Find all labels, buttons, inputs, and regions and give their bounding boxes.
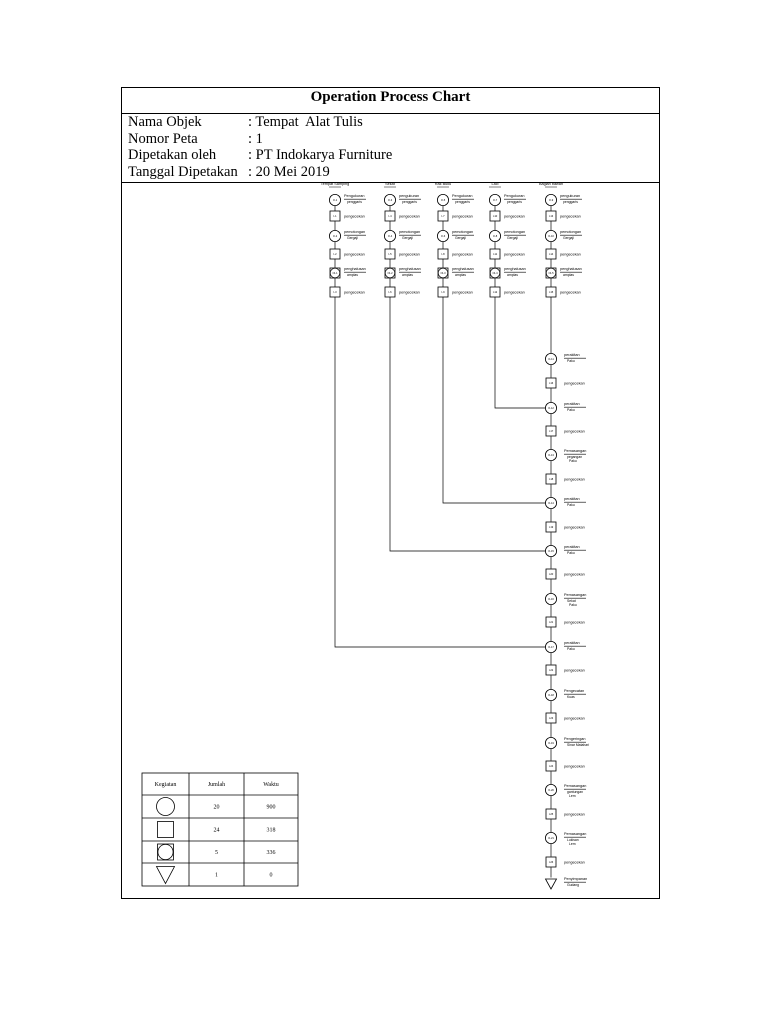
step-label-text: pengecekan — [560, 290, 581, 295]
step-label — [504, 252, 525, 256]
step-sub-text: penggaris — [347, 199, 362, 204]
step-label — [564, 545, 586, 555]
assembly-inspection — [546, 522, 556, 532]
assembly-operation — [545, 832, 556, 843]
step-label-text: pengecekan — [564, 764, 585, 769]
operation-step — [489, 230, 500, 241]
step-code: OI-1 — [332, 272, 338, 276]
step-label — [564, 784, 586, 798]
step-sub-text: penggaris — [563, 199, 578, 204]
step-code: I-8 — [441, 253, 445, 257]
step-sub-text: Gergaji — [507, 235, 518, 240]
inspection-step — [546, 211, 556, 221]
inspection-step — [438, 287, 448, 297]
assembly-operation — [545, 402, 556, 413]
summary-header: Jumlah — [207, 782, 226, 788]
step-code: O-5 — [440, 199, 446, 203]
assembly-inspection — [546, 378, 556, 388]
inspection-step — [490, 287, 500, 297]
step-sub2-text: Paku — [569, 458, 577, 463]
step-code: O-4 — [387, 235, 393, 239]
step-label-text: pengecekan — [560, 252, 581, 257]
step-sub2-text: Paku — [569, 602, 577, 607]
step-label — [344, 267, 366, 277]
step-label-text: perakitan — [564, 402, 580, 407]
step-label-text: penghalusan — [504, 267, 526, 272]
step-label-text: penghalusan — [560, 267, 582, 272]
step-sub-text: Gergaji — [347, 235, 358, 240]
assembly-operation — [545, 641, 556, 652]
step-label — [399, 290, 420, 294]
step-label — [452, 252, 473, 256]
step-sub-text: amplas — [347, 272, 358, 277]
step-label — [564, 497, 586, 507]
step-label-text: pemotongan — [452, 230, 474, 235]
step-code: I-21 — [548, 621, 554, 625]
step-label-text: pengecekan — [504, 252, 525, 257]
assembly-operation — [545, 449, 556, 460]
column-name: Laci — [491, 182, 499, 186]
label-tanggal-dipetakan: Tanggal Dipetakan — [128, 163, 238, 180]
assembly-inspection — [546, 665, 556, 675]
step-code: I-14 — [548, 253, 554, 257]
label-dipetakan-oleh: Dipetakan oleh — [128, 147, 217, 163]
inspection-step — [490, 211, 500, 221]
step-code: I-17 — [548, 430, 554, 434]
step-label — [564, 572, 585, 576]
step-sub-text: penggaris — [507, 199, 522, 204]
step-label-text: Pemasangan — [564, 832, 587, 837]
step-code: O-13 — [548, 454, 554, 458]
step-code: O-17 — [548, 646, 554, 650]
step-code: I-5 — [388, 253, 392, 257]
step-label-text: pengecekan — [560, 214, 581, 219]
step-label-text: penghalusan — [344, 267, 366, 272]
step-label-text: perakitan — [564, 497, 580, 502]
assembly-operation — [545, 784, 556, 795]
operation-step — [329, 194, 340, 205]
assembly-inspection — [546, 426, 556, 436]
combined-step — [438, 268, 448, 278]
step-code: O-15 — [548, 550, 554, 554]
step-label — [564, 641, 586, 651]
step-label-text: pengukuran — [399, 194, 420, 199]
step-label-text: pengecekan — [344, 290, 365, 295]
step-label-text: Pengukuran — [344, 194, 365, 199]
step-code: I-19 — [548, 526, 554, 530]
step-label-text: pengecekan — [564, 572, 585, 577]
summary-jumlah: 1 — [215, 872, 218, 879]
storage-triangle — [546, 879, 557, 889]
operation-step — [329, 230, 340, 241]
step-label-text: Pengukuran — [452, 194, 473, 199]
step-label-text: pengecekan — [399, 214, 420, 219]
step-sub-text: penggaris — [455, 199, 470, 204]
step-code: I-2 — [333, 253, 337, 257]
assembly-inspection — [546, 761, 556, 771]
join-line — [390, 297, 545, 551]
step-label-text: Pemasangan — [564, 449, 587, 454]
step-label-text: pemotongan — [399, 230, 421, 235]
step-code: OI-4 — [492, 272, 498, 276]
step-code: O-20 — [548, 789, 554, 793]
step-label-text: pengecekan — [564, 381, 585, 386]
step-label-text: pemotongan — [504, 230, 526, 235]
step-code: I-20 — [548, 573, 554, 577]
step-code: I-3 — [333, 291, 337, 295]
step-label — [399, 252, 420, 256]
step-code: I-11 — [492, 253, 498, 257]
step-label-text: penghalusan — [452, 267, 474, 272]
step-sub-text: amplas — [507, 272, 518, 277]
step-label — [564, 689, 586, 699]
step-label — [564, 429, 585, 433]
step-label-text: pengecekan — [452, 290, 473, 295]
step-label-text: Pemasangan — [564, 593, 587, 598]
inspection-step — [385, 249, 395, 259]
step-label-text: Pengecatan — [564, 689, 585, 694]
step-code: I-13 — [548, 215, 554, 219]
step-label — [560, 194, 582, 204]
inspection-step — [546, 249, 556, 259]
storage-step — [546, 879, 557, 889]
step-label-text: pengukuran — [560, 194, 581, 199]
step-label-text: pengecekan — [564, 668, 585, 673]
step-label — [560, 230, 582, 240]
inspection-step — [385, 211, 395, 221]
step-label-text: pengecekan — [344, 252, 365, 257]
step-label — [564, 449, 586, 463]
step-code: I-12 — [492, 291, 498, 295]
inspection-step — [330, 249, 340, 259]
step-sub2-text: Lem — [569, 841, 576, 846]
step-label — [564, 812, 585, 816]
step-label-text: pemotongan — [560, 230, 582, 235]
step-sub-text: Gergaji — [402, 235, 413, 240]
step-code: I-24 — [548, 765, 554, 769]
label-nomor-peta: Nomor Peta — [128, 130, 198, 147]
step-label — [504, 214, 525, 218]
step-label — [452, 267, 474, 277]
assembly-operation — [545, 497, 556, 508]
step-label-text: pengecekan — [564, 525, 585, 530]
step-sub-text: Paku — [567, 502, 575, 507]
step-code: O-11 — [548, 358, 554, 362]
step-label-text: Pengeringan — [564, 737, 586, 742]
step-label — [560, 267, 582, 277]
step-code: I-7 — [441, 215, 445, 219]
step-label — [564, 737, 589, 747]
step-label-text: perakitan — [564, 353, 580, 358]
operation-step — [384, 194, 395, 205]
operation-step — [384, 230, 395, 241]
step-label-text: pengecekan — [399, 290, 420, 295]
step-label — [452, 290, 473, 294]
assembly-operation — [545, 353, 556, 364]
combined-step — [330, 268, 340, 278]
step-label — [344, 290, 365, 294]
step-label — [564, 877, 587, 887]
step-label — [564, 381, 585, 385]
step-code: O-9 — [548, 199, 554, 203]
step-sub-text: Gergaji — [563, 235, 574, 240]
step-label-text: pengecekan — [452, 214, 473, 219]
step-label-text: Pemasangan — [564, 784, 587, 789]
step-label — [399, 230, 421, 240]
step-label — [504, 290, 525, 294]
step-label — [452, 230, 474, 240]
inspection-step — [546, 287, 556, 297]
step-label-text: pemotongan — [344, 230, 366, 235]
summary-waktu: 336 — [266, 850, 276, 856]
summary-waktu: 0 — [269, 872, 273, 879]
step-label-text: pengecekan — [399, 252, 420, 257]
assembly-inspection — [546, 474, 556, 484]
step-sub-text: Sekat — [567, 598, 576, 603]
step-label-text: pengecekan — [564, 812, 585, 817]
step-label — [564, 832, 586, 846]
summary-jumlah: 24 — [213, 827, 220, 834]
step-label — [399, 214, 420, 218]
step-code: O-16 — [548, 598, 554, 602]
step-label-text: pengecekan — [564, 477, 585, 482]
step-sub-text: pegangan — [567, 454, 583, 459]
step-code: I-16 — [548, 382, 554, 386]
step-label-text: pengecekan — [564, 716, 585, 721]
inspection-step — [330, 211, 340, 221]
step-code: O-1 — [332, 199, 338, 203]
assembly-inspection — [546, 617, 556, 627]
step-code: OI-2 — [387, 272, 393, 276]
summary-header: Waktu — [263, 782, 279, 788]
value-nama-objek: : Tempat Alat Tulis — [248, 114, 363, 130]
step-sub-text: Paku — [567, 646, 575, 651]
step-sub-text: penggaris — [402, 199, 417, 204]
assembly-operation — [545, 689, 556, 700]
operation-step — [545, 230, 556, 241]
summary-inspection-icon — [158, 822, 174, 838]
step-label — [504, 267, 526, 277]
step-label-text: penghalusan — [399, 267, 421, 272]
step-label — [344, 214, 365, 218]
step-code: O-10 — [548, 235, 554, 239]
step-label — [504, 194, 526, 204]
step-label — [344, 230, 366, 240]
step-code: I-26 — [548, 861, 554, 865]
step-label — [504, 230, 526, 240]
step-label — [564, 593, 586, 607]
column-name: Rak Buku — [434, 182, 452, 186]
step-label-text: pengecekan — [564, 620, 585, 625]
column-name: Tempat Samping — [320, 182, 350, 186]
step-label — [564, 620, 585, 624]
step-label-text: Penyimpanan — [564, 877, 588, 882]
step-code: I-10 — [492, 215, 498, 219]
combined-step — [490, 268, 500, 278]
value-nomor-peta: : 1 — [248, 130, 263, 147]
combined-step — [385, 268, 395, 278]
step-label — [399, 267, 421, 277]
step-sub-text: Paku — [567, 358, 575, 363]
assembly-inspection — [546, 857, 556, 867]
assembly-inspection — [546, 809, 556, 819]
join-line — [443, 297, 545, 503]
step-code: O-8 — [492, 235, 498, 239]
step-label-text: pengecekan — [564, 860, 585, 865]
step-code: OI-5 — [548, 272, 554, 276]
summary-operation-icon — [157, 798, 175, 816]
step-label-text: pengecekan — [564, 429, 585, 434]
step-label — [560, 252, 581, 256]
summary-table — [142, 773, 298, 886]
assembly-operation — [545, 737, 556, 748]
step-label — [452, 214, 473, 218]
step-code: I-22 — [548, 669, 554, 673]
step-sub-text: amplas — [455, 272, 466, 277]
step-label — [399, 194, 421, 204]
step-code: O-6 — [440, 235, 446, 239]
step-code: O-3 — [387, 199, 393, 203]
step-sub-text: Sinar Matahari — [567, 742, 590, 747]
step-code: O-18 — [548, 694, 554, 698]
step-label — [560, 214, 581, 218]
operation-step — [437, 194, 448, 205]
operation-step — [545, 194, 556, 205]
column-name: Bagian bawah — [538, 182, 564, 186]
join-line — [335, 297, 545, 647]
step-label — [564, 477, 585, 481]
assembly-inspection — [546, 713, 556, 723]
step-code: I-1 — [333, 215, 337, 219]
step-sub-text: Paku — [567, 407, 575, 412]
step-label-text: perakitan — [564, 641, 580, 646]
inspection-step — [330, 287, 340, 297]
step-label-text: pengecekan — [504, 290, 525, 295]
step-label — [564, 525, 585, 529]
step-label — [564, 860, 585, 864]
summary-jumlah: 5 — [215, 850, 218, 856]
label-nama-objek: Nama Objek — [128, 114, 202, 130]
assembly-operation — [545, 593, 556, 604]
step-code: O-12 — [548, 407, 554, 411]
step-sub-text: amplas — [402, 272, 413, 277]
step-code: OI-3 — [440, 272, 446, 276]
step-sub-text: Kuas — [567, 694, 575, 699]
step-code: O-7 — [492, 199, 498, 203]
step-code: I-25 — [548, 813, 554, 817]
assembly-inspection — [546, 569, 556, 579]
step-sub-text: gantungan — [567, 789, 584, 794]
step-label — [564, 716, 585, 720]
step-code: I-4 — [388, 215, 392, 219]
step-code: I-23 — [548, 717, 554, 721]
step-label — [564, 402, 586, 412]
inspection-step — [490, 249, 500, 259]
summary-jumlah: 20 — [213, 804, 220, 811]
step-code: I-9 — [441, 291, 445, 295]
operation-step — [437, 230, 448, 241]
step-label — [344, 252, 365, 256]
step-code: I-6 — [388, 291, 392, 295]
step-label — [564, 668, 585, 672]
step-code: O-2 — [332, 235, 338, 239]
step-sub-text: Gergaji — [455, 235, 466, 240]
summary-waktu: 318 — [266, 827, 276, 834]
inspection-step — [438, 211, 448, 221]
column-name: Sekat — [385, 182, 395, 186]
step-label-text: Pengukuran — [504, 194, 525, 199]
join-line — [495, 297, 545, 408]
summary-waktu: 900 — [266, 804, 276, 811]
summary-header: Kegiatan — [154, 782, 177, 788]
step-code: O-19 — [548, 742, 554, 746]
step-code: I-18 — [548, 478, 554, 482]
step-sub-text: Paku — [567, 550, 575, 555]
assembly-operation — [545, 545, 556, 556]
step-label-text: pengecekan — [452, 252, 473, 257]
step-sub-text: amplas — [563, 272, 574, 277]
step-label — [564, 764, 585, 768]
chart-title: Operation Process Chart — [310, 89, 471, 105]
step-code: O-14 — [548, 502, 554, 506]
operation-step — [489, 194, 500, 205]
step-label — [452, 194, 474, 204]
inspection-step — [385, 287, 395, 297]
value-tanggal-dipetakan: : 20 Mei 2019 — [248, 163, 330, 180]
step-sub-text: Lukisan — [567, 837, 579, 842]
inspection-step — [438, 249, 448, 259]
step-label-text: perakitan — [564, 545, 580, 550]
step-label-text: pengecekan — [344, 214, 365, 219]
step-label — [560, 290, 581, 294]
combined-step — [546, 268, 556, 278]
step-sub2-text: Lem — [569, 793, 576, 798]
step-label-text: pengecekan — [504, 214, 525, 219]
step-code: O-21 — [548, 837, 554, 841]
step-label — [564, 353, 586, 363]
step-code: I-15 — [548, 291, 554, 295]
value-dipetakan-oleh: : PT Indokarya Furniture — [248, 147, 393, 163]
step-sub-text: Gudang — [567, 882, 580, 887]
step-label — [344, 194, 366, 204]
